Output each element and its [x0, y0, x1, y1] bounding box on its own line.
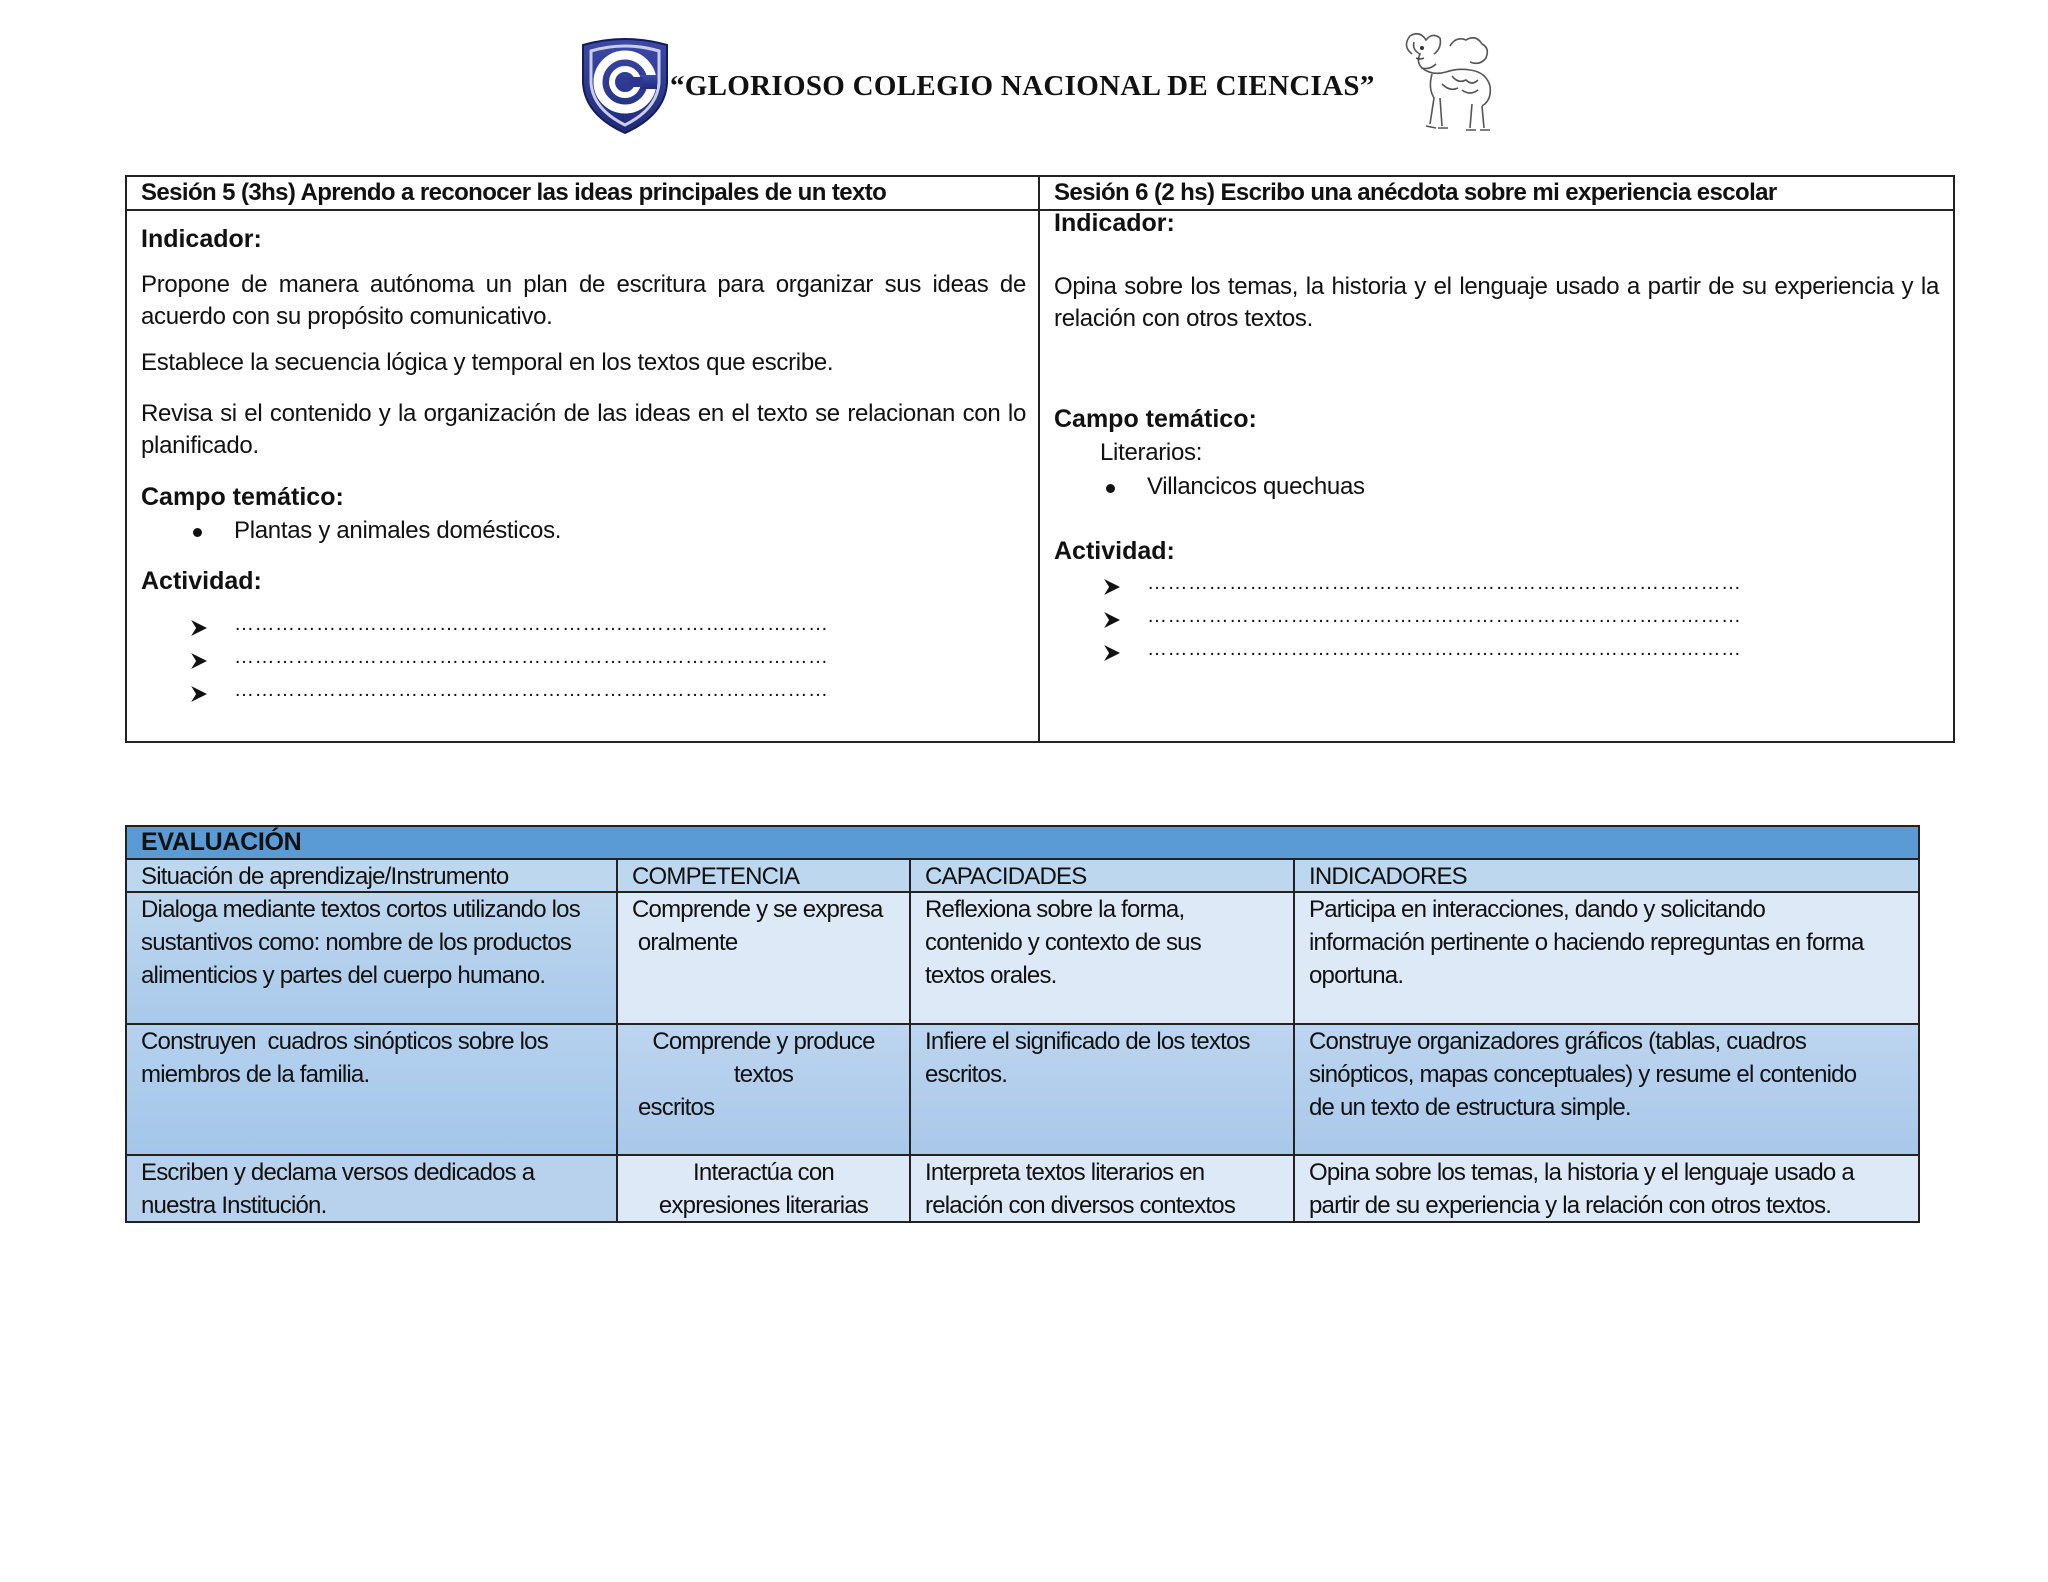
situacion-text: miembros de la familia.	[141, 1061, 370, 1088]
competencia-text: textos	[733, 1061, 794, 1088]
capacidades-text: escritos.	[925, 1061, 1008, 1088]
indicadores-text: de un texto de estructura simple.	[1309, 1094, 1631, 1121]
column-divider	[909, 860, 911, 1221]
evaluation-title-row	[127, 827, 1918, 860]
campo-tematico-label: Campo temático:	[1054, 405, 1257, 433]
competencia-text: oralmente	[632, 929, 738, 956]
competencia-text: expresiones literarias	[658, 1192, 869, 1219]
competencia-text: escritos	[638, 1094, 715, 1121]
capacidades-text: contenido y contexto de sus	[925, 929, 1201, 956]
indicator-label: Indicador:	[1054, 209, 1175, 237]
situacion-text: nuestra Institución.	[141, 1192, 327, 1219]
actividad-blank-line: ……………………………………………………………………………	[234, 613, 829, 635]
indicadores-text: partir de su experiencia y la relación con otros textos.	[1309, 1192, 1832, 1219]
capacidades-text: Reflexiona sobre la forma,	[925, 896, 1185, 923]
campo-tematico-item: Villancicos quechuas	[1147, 473, 1365, 500]
header-indicadores: INDICADORES	[1309, 863, 1467, 890]
session-5-title: Sesión 5 (3hs) Aprendo a reconocer las ideas principales de un texto	[141, 179, 887, 206]
campo-tematico-item: Plantas y animales domésticos.	[234, 517, 562, 544]
capacidades-text: relación con diversos contextos	[925, 1192, 1236, 1219]
arrow-bullet-icon	[189, 618, 209, 638]
page-header	[0, 20, 2048, 140]
actividad-blank-line: ……………………………………………………………………………	[1147, 638, 1742, 660]
capacidades-text: Interpreta textos literarios en	[925, 1159, 1205, 1186]
header-competencia: COMPETENCIA	[632, 863, 800, 890]
indicadores-text: sinópticos, mapas conceptuales) y resume el contenido	[1309, 1061, 1857, 1088]
campo-tematico-subheading: Literarios:	[1100, 439, 1203, 466]
session-6-title: Sesión 6 (2 hs) Escribo una anécdota sobre mi experiencia escolar	[1054, 179, 1777, 206]
campo-tematico-label: Campo temático:	[141, 483, 344, 511]
school-name: “GLORIOSO COLEGIO NACIONAL DE CIENCIAS”	[670, 70, 1375, 102]
evaluation-table	[125, 825, 1920, 1223]
actividad-label: Actividad:	[141, 567, 262, 595]
arrow-bullet-icon	[189, 684, 209, 704]
actividad-blank-line: ……………………………………………………………………………	[1147, 605, 1742, 627]
indicadores-text: Participa en interacciones, dando y solicitando	[1309, 896, 1766, 923]
situacion-text: sustantivos como: nombre de los productos	[141, 929, 572, 956]
title-row-divider	[127, 209, 1953, 211]
competencia-text: Comprende y produce	[652, 1028, 875, 1055]
indicadores-text: Construye organizadores gráficos (tablas, cuadros	[1309, 1028, 1807, 1055]
capacidades-text: Infiere el significado de los textos	[925, 1028, 1250, 1055]
situacion-text: alimenticios y partes del cuerpo humano.	[141, 962, 546, 989]
actividad-blank-line: ……………………………………………………………………………	[234, 679, 829, 701]
indicator-text: Establece la secuencia lógica y temporal en los textos que escribe.	[141, 349, 834, 376]
header-situacion: Situación de aprendizaje/Instrumento	[141, 863, 509, 890]
indicator-text: Revisa si el contenido y la organización de las ideas en el texto se relacionan con lo planificado.	[141, 400, 1026, 459]
competencia-text: Interactúa con	[693, 1159, 834, 1186]
indicator-text: Propone de manera autónoma un plan de escritura para organizar sus ideas de acuerdo con su propósito comunicativo.	[141, 271, 1026, 330]
arrow-bullet-icon	[1102, 610, 1122, 630]
indicadores-text: oportuna.	[1309, 962, 1404, 989]
shield-logo-icon	[575, 35, 675, 135]
column-divider	[1293, 860, 1295, 1221]
actividad-blank-line: ……………………………………………………………………………	[1147, 572, 1742, 594]
evaluation-title: EVALUACIÓN	[141, 828, 302, 856]
column-divider	[1038, 177, 1040, 741]
capacidades-text: textos orales.	[925, 962, 1057, 989]
indicadores-text: Opina sobre los temas, la historia y el lenguaje usado a	[1309, 1159, 1854, 1186]
indicadores-text: información pertinente o haciendo repreguntas en forma	[1309, 929, 1864, 956]
situacion-text: Escriben y declama versos dedicados a	[141, 1159, 535, 1186]
actividad-label: Actividad:	[1054, 537, 1175, 565]
bullet-icon	[1106, 484, 1115, 493]
indicator-text: Opina sobre los temas, la historia y el lenguaje usado a partir de su experiencia y la relación con otros textos.	[1054, 273, 1939, 332]
sessions-table	[125, 175, 1955, 743]
bullet-icon	[193, 528, 202, 537]
actividad-blank-line: ……………………………………………………………………………	[234, 646, 829, 668]
header-capacidades: CAPACIDADES	[925, 863, 1087, 890]
arrow-bullet-icon	[189, 651, 209, 671]
indicator-label: Indicador:	[141, 225, 262, 253]
situacion-text: Construyen cuadros sinópticos sobre los	[141, 1028, 548, 1055]
situacion-text: Dialoga mediante textos cortos utilizando los	[141, 896, 580, 923]
lamb-mascot-icon	[1392, 24, 1502, 136]
competencia-text: Comprende y se expresa	[632, 896, 883, 923]
arrow-bullet-icon	[1102, 577, 1122, 597]
arrow-bullet-icon	[1102, 643, 1122, 663]
